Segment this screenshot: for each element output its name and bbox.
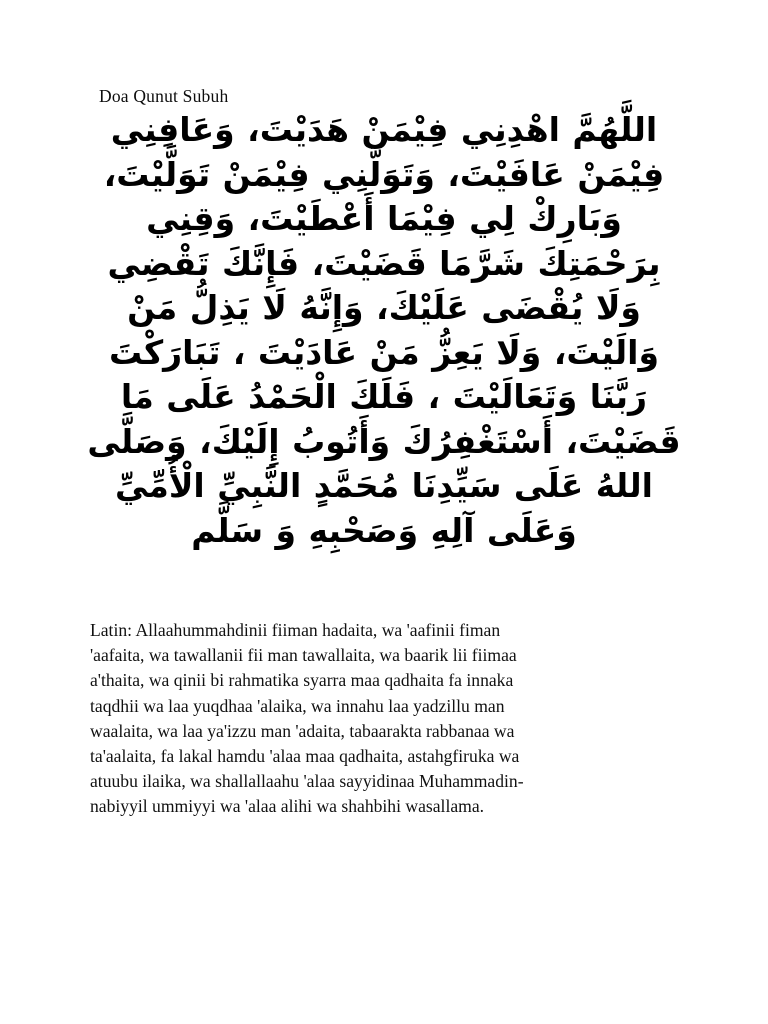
latin-transliteration-line: atuubu ilaika, wa shallallaahu 'alaa sayyidinaa Muhammadin- xyxy=(90,771,524,792)
latin-transliteration-line: nabiyyil ummiyyi wa 'alaa alihi wa shahbihi wasallama. xyxy=(90,796,485,817)
latin-transliteration-line: Latin: Allaahummahdinii fiiman hadaita, wa 'aafinii fiman xyxy=(90,620,501,640)
page-title: Doa Qunut Subuh xyxy=(99,86,229,106)
latin-transliteration-line: taqdhii wa laa yuqdhaa 'alaika, wa innahu laa yadzillu man xyxy=(90,695,505,716)
arabic-prayer-text: اللَّهُمَّ اهْدِنِي فِيْمَنْ هَدَيْتَ، وَعَافِنِي فِيْمَنْ عَافَيْتَ، وَتَوَلَّنِي فِيْمَنْ تَوَلَّيْتَ، وَبَارِكْ لِي فِيْمَا أَعْطَيْتَ، وَقِنِي بِرَحْمَتِكَ شَرَّمَا قَضَيْتَ، فَإِنَّكَ تَقْضِي وَلَا يُقْضَى عَلَيْكَ، وَإِنَّهُ لَا يَذِلُّ مَنْ وَالَيْتَ، وَلَا يَعِزُّ مَنْ عَادَيْتَ ، تَبَارَكْتَ رَبَّنَا وَتَعَالَيْتَ ، فَلَكَ الْحَمْدُ عَلَى مَا قَضَيْتَ، أَسْتَغْفِرُكَ وَأَتُوبُ إِلَيْكَ، وَصَلَّى اللهُ عَلَى سَيِّدِنَا مُحَمَّدٍ النَّبِيِّ الْأُمِّيِّ وَعَلَى آلِهِ وَصَحْبِهِ وَ سَلَّم xyxy=(87,110,681,550)
latin-transliteration-line: ta'aalaita, fa lakal hamdu 'alaa maa qadhaita, astahgfiruka wa xyxy=(90,746,520,767)
latin-transliteration-block xyxy=(90,618,686,820)
latin-transliteration-line: waalaita, wa laa ya'izzu man 'adaita, tabaarakta rabbanaa wa xyxy=(90,720,515,741)
latin-transliteration-line: a'thaita, wa qinii bi rahmatika syarra maa qadhaita fa innaka xyxy=(90,670,514,691)
latin-transliteration-line: 'aafaita, wa tawallanii fii man tawallaita, wa baarik lii fiimaa xyxy=(90,645,517,666)
